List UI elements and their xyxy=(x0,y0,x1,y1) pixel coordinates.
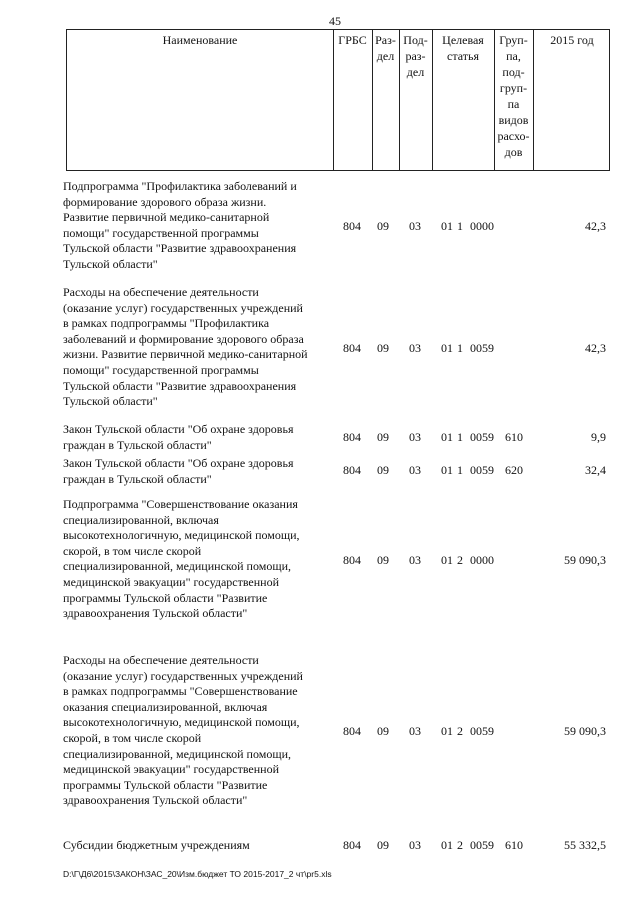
row-target-code: 0059 xyxy=(470,724,494,738)
row-grbs: 804 xyxy=(343,430,361,444)
row-target-code: 0059 xyxy=(470,430,494,444)
column-divider xyxy=(533,30,534,170)
row-name: Субсидии бюджетным учреждениям xyxy=(63,838,250,852)
row-name: Расходы на обеспечение деятельности (оказание услуг) государственных учреждений в рамках подпрограммы "Совершенствование оказания специализированной, включая высокотехнологичную, медицинской помощи, скорой, в том числе скорой специализированной, медицинской помощи, медицинской эвакуации" государственной программы Тульской области "Развитие здравоохранения Тульской области" xyxy=(63,653,303,808)
table-row xyxy=(0,422,640,454)
row-podrazdel: 03 xyxy=(409,341,421,355)
row-razdel: 09 xyxy=(377,463,389,477)
row-grbs: 804 xyxy=(343,219,361,233)
row-name: Подпрограмма "Совершенствование оказания специализированной, включая высокотехнологичную, медицинской помощи, скорой, в том числе скорой специализированной, медицинской помощи, медицинской эвакуации" государственной программы Тульской области "Развитие здравоохранения Тульской области" xyxy=(63,497,300,621)
row-razdel: 09 xyxy=(377,341,389,355)
row-target-sub: 1 xyxy=(457,341,463,355)
row-grbs: 804 xyxy=(343,341,361,355)
footer-file-path: D:\Г\Д6\2015\ЗАКОН\ЗАС_20\Изм.бюджет ТО 2015-2017_2 чт\pr5.xls xyxy=(63,869,332,879)
table-row xyxy=(0,179,640,273)
row-razdel: 09 xyxy=(377,838,389,852)
header-podrazdel: Под- раз- дел xyxy=(403,33,428,79)
row-target-program: 01 xyxy=(441,724,453,738)
row-sum: 42,3 xyxy=(585,341,606,355)
row-sum: 42,3 xyxy=(585,219,606,233)
row-podrazdel: 03 xyxy=(409,219,421,233)
header-expense-group: Груп- па, под- груп- па видов расхо- дов xyxy=(497,33,530,159)
row-expense-group: 610 xyxy=(505,430,523,444)
row-grbs: 804 xyxy=(343,724,361,738)
row-target-code: 0059 xyxy=(470,838,494,852)
row-target-sub: 1 xyxy=(457,463,463,477)
row-sum: 32,4 xyxy=(585,463,606,477)
row-razdel: 09 xyxy=(377,724,389,738)
row-target-sub: 2 xyxy=(457,724,463,738)
header-grbs: ГРБС xyxy=(338,33,367,47)
row-target-sub: 2 xyxy=(457,553,463,567)
table-header xyxy=(66,29,610,171)
row-target-program: 01 xyxy=(441,430,453,444)
row-sum: 59 090,3 xyxy=(564,724,606,738)
row-sum: 55 332,5 xyxy=(564,838,606,852)
row-target-program: 01 xyxy=(441,341,453,355)
row-grbs: 804 xyxy=(343,553,361,567)
row-target-code: 0000 xyxy=(470,553,494,567)
row-target-code: 0059 xyxy=(470,463,494,477)
header-razdel: Раз- дел xyxy=(375,33,396,63)
table-row xyxy=(0,653,640,809)
column-divider xyxy=(333,30,334,170)
header-name: Наименование xyxy=(162,33,238,47)
header-year-2015: 2015 год xyxy=(550,33,594,47)
table-row xyxy=(0,838,640,856)
row-name: Расходы на обеспечение деятельности (оказание услуг) государственных учреждений в рамках подпрограммы "Профилактика заболеваний и формирование здорового образа жизни. Развитие первичной медико-санитарной помощи" государственной программы Тульской области "Развитие здравоохранения Тульской области" xyxy=(63,285,308,409)
row-target-program: 01 xyxy=(441,463,453,477)
row-razdel: 09 xyxy=(377,553,389,567)
row-grbs: 804 xyxy=(343,838,361,852)
row-target-sub: 1 xyxy=(457,430,463,444)
page-number: 45 xyxy=(329,14,341,28)
row-podrazdel: 03 xyxy=(409,463,421,477)
row-name: Закон Тульской области "Об охране здоровья граждан в Тульской области" xyxy=(63,422,294,452)
header-target-article: Целевая статья xyxy=(442,33,484,63)
table-row xyxy=(0,497,640,623)
table-row xyxy=(0,456,640,488)
row-expense-group: 610 xyxy=(505,838,523,852)
row-target-code: 0059 xyxy=(470,341,494,355)
row-podrazdel: 03 xyxy=(409,838,421,852)
row-grbs: 804 xyxy=(343,463,361,477)
row-sum: 9,9 xyxy=(591,430,606,444)
row-target-program: 01 xyxy=(441,219,453,233)
row-podrazdel: 03 xyxy=(409,430,421,444)
row-podrazdel: 03 xyxy=(409,724,421,738)
row-target-sub: 2 xyxy=(457,838,463,852)
table-row xyxy=(0,285,640,411)
row-name: Подпрограмма "Профилактика заболеваний и формирование здорового образа жизни. Развитие первичной медико-санитарной помощи" государственной программы Тульской области "Развитие здравоохранения Тульской области" xyxy=(63,179,297,271)
row-target-code: 0000 xyxy=(470,219,494,233)
row-sum: 59 090,3 xyxy=(564,553,606,567)
row-target-program: 01 xyxy=(441,838,453,852)
row-target-sub: 1 xyxy=(457,219,463,233)
row-razdel: 09 xyxy=(377,219,389,233)
row-razdel: 09 xyxy=(377,430,389,444)
row-target-program: 01 xyxy=(441,553,453,567)
row-podrazdel: 03 xyxy=(409,553,421,567)
row-name: Закон Тульской области "Об охране здоровья граждан в Тульской области" xyxy=(63,456,294,486)
row-expense-group: 620 xyxy=(505,463,523,477)
